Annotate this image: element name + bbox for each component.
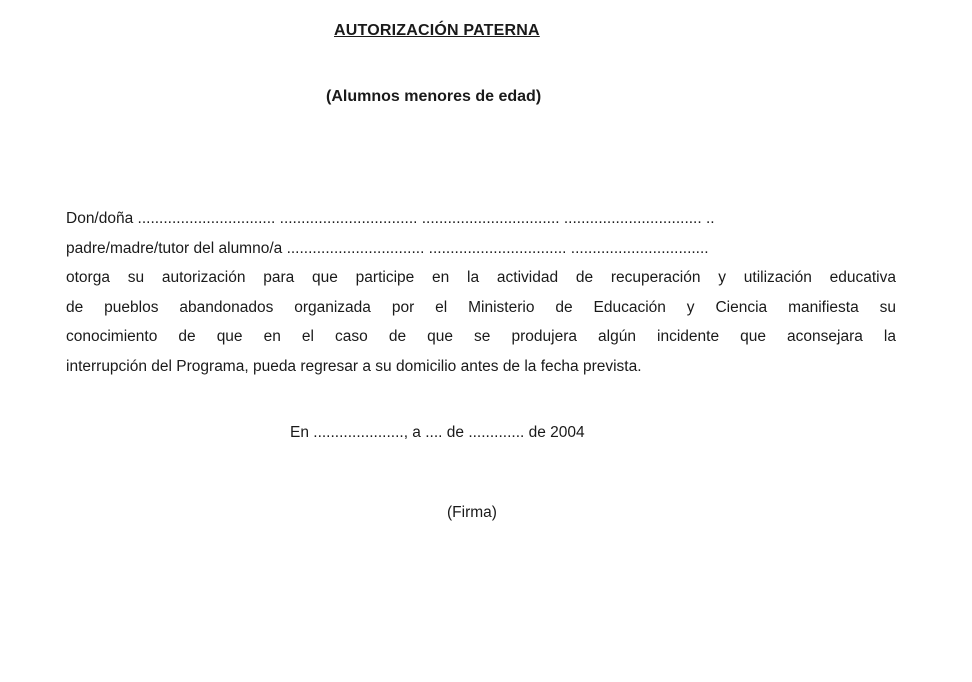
student-name-line: padre/madre/tutor del alumno/a ................................ ................................ ................................ [66, 239, 709, 257]
body-line: conocimiento de que en el caso de que se produjera algún incidente que aconsejara la [66, 328, 896, 345]
guardian-name-line: Don/doña ................................ ................................ ................................ ................................ .. [66, 210, 715, 227]
document-title: AUTORIZACIÓN PATERNA [334, 22, 540, 39]
body-line: de pueblos abandonados organizada por el Ministerio de Educación y Ciencia manifiesta su [66, 298, 896, 316]
body-line: interrupción del Programa, pueda regresar a su domicilio antes de la fecha prevista. [66, 357, 642, 375]
document-body [66, 204, 896, 381]
document-subtitle: (Alumnos menores de edad) [326, 88, 542, 105]
place-date-line: En ....................., a .... de ............. de 2004 [290, 424, 585, 441]
signature-label: (Firma) [447, 504, 497, 521]
body-line: otorga su autorización para que participe en la actividad de recuperación y utilización educativa [66, 269, 896, 286]
